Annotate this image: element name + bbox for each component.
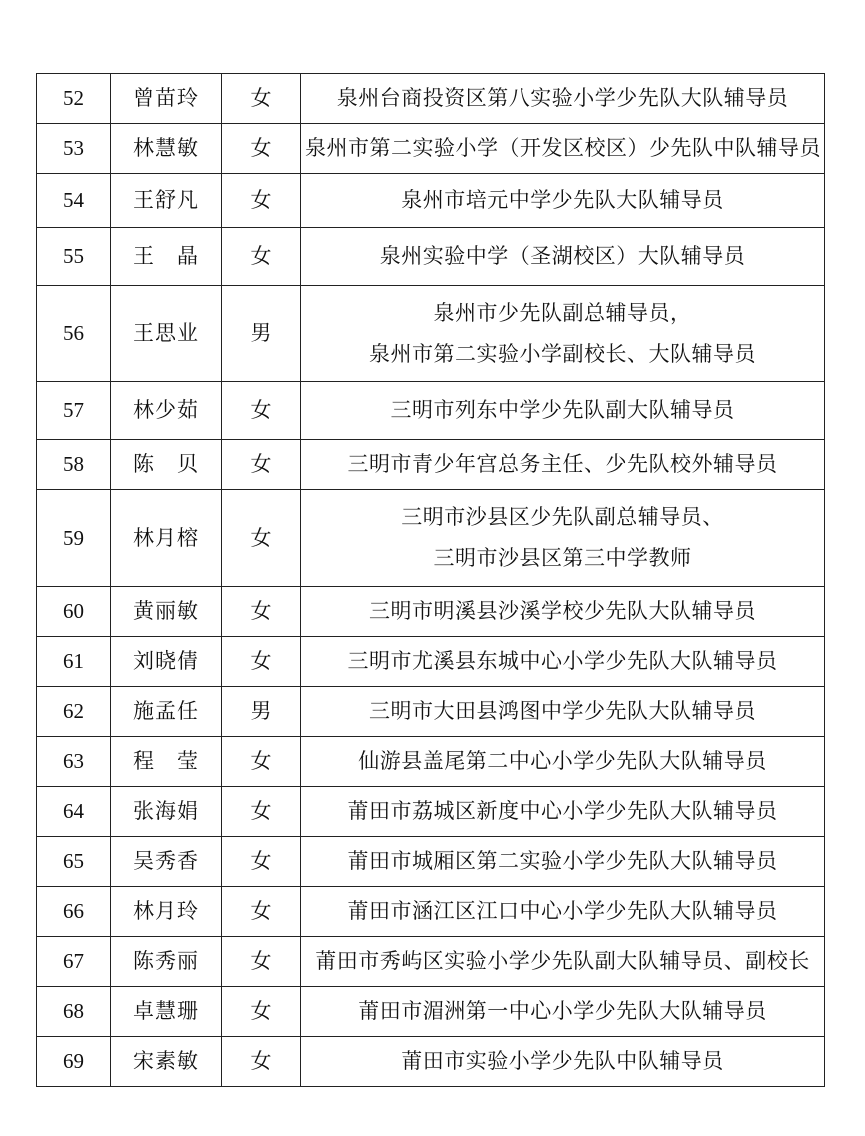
person-position (301, 228, 825, 286)
person-name: 林月榕 (111, 490, 222, 587)
position-line: 三明市尤溪县东城中心小学少先队大队辅导员 (347, 649, 778, 674)
person-name: 林慧敏 (111, 124, 222, 174)
person-gender: 女 (222, 787, 301, 837)
table-row (37, 286, 825, 382)
position-line: 三明市列东中学少先队副大队辅导员 (390, 398, 735, 423)
position-line: 莆田市实验小学少先队中队辅导员 (401, 1049, 724, 1074)
person-position (301, 440, 825, 490)
row-number: 63 (37, 737, 111, 787)
row-number: 62 (37, 687, 111, 737)
row-number: 57 (37, 382, 111, 440)
position-line: 莆田市城厢区第二实验小学少先队大队辅导员 (347, 849, 778, 874)
person-gender: 女 (222, 937, 301, 987)
table-row (37, 74, 825, 124)
position-line: 莆田市涵江区江口中心小学少先队大队辅导员 (347, 899, 778, 924)
person-position (301, 737, 825, 787)
table-row (37, 937, 825, 987)
table-row (37, 687, 825, 737)
person-position (301, 382, 825, 440)
row-number: 68 (37, 987, 111, 1037)
position-line: 三明市明溪县沙溪学校少先队大队辅导员 (369, 599, 756, 624)
person-name: 林少茹 (111, 382, 222, 440)
person-position (301, 837, 825, 887)
person-position (301, 637, 825, 687)
position-line: 三明市沙县区少先队副总辅导员、 (401, 505, 724, 530)
person-name: 程 莹 (111, 737, 222, 787)
person-name: 施孟任 (111, 687, 222, 737)
person-position (301, 987, 825, 1037)
person-position (301, 687, 825, 737)
table-row (37, 124, 825, 174)
person-name: 陈秀丽 (111, 937, 222, 987)
person-gender: 女 (222, 174, 301, 228)
position-line: 莆田市秀屿区实验小学少先队副大队辅导员、副校长 (315, 949, 810, 974)
position-line: 泉州市第二实验小学副校长、大队辅导员 (369, 341, 756, 366)
person-gender: 女 (222, 74, 301, 124)
table-row (37, 174, 825, 228)
person-gender: 男 (222, 687, 301, 737)
person-name: 陈 贝 (111, 440, 222, 490)
person-gender: 女 (222, 440, 301, 490)
person-gender: 男 (222, 286, 301, 382)
row-number: 69 (37, 1037, 111, 1087)
row-number: 67 (37, 937, 111, 987)
row-number: 54 (37, 174, 111, 228)
row-number: 59 (37, 490, 111, 587)
person-gender: 女 (222, 737, 301, 787)
position-line: 莆田市荔城区新度中心小学少先队大队辅导员 (347, 799, 778, 824)
row-number: 66 (37, 887, 111, 937)
person-name: 曾苗玲 (111, 74, 222, 124)
person-name: 林月玲 (111, 887, 222, 937)
person-position (301, 887, 825, 937)
person-gender: 女 (222, 382, 301, 440)
table-row (37, 887, 825, 937)
table-row (37, 1037, 825, 1087)
row-number: 61 (37, 637, 111, 687)
row-number: 53 (37, 124, 111, 174)
position-line: 泉州市第二实验小学（开发区校区）少先队中队辅导员 (305, 136, 821, 161)
person-position (301, 937, 825, 987)
person-gender: 女 (222, 1037, 301, 1087)
person-gender: 女 (222, 124, 301, 174)
table-row (37, 440, 825, 490)
person-gender: 女 (222, 887, 301, 937)
person-name: 刘晓倩 (111, 637, 222, 687)
person-position (301, 587, 825, 637)
table-row (37, 228, 825, 286)
position-line: 仙游县盖尾第二中心小学少先队大队辅导员 (358, 749, 767, 774)
roster-table (36, 73, 825, 1087)
row-number: 56 (37, 286, 111, 382)
position-line: 泉州台商投资区第八实验小学少先队大队辅导员 (336, 86, 789, 111)
person-position (301, 124, 825, 174)
person-gender: 女 (222, 987, 301, 1037)
person-position (301, 74, 825, 124)
table-row (37, 837, 825, 887)
person-name: 吴秀香 (111, 837, 222, 887)
person-name: 黄丽敏 (111, 587, 222, 637)
row-number: 58 (37, 440, 111, 490)
position-line: 泉州市少先队副总辅导员， (433, 300, 692, 325)
row-number: 64 (37, 787, 111, 837)
table-row (37, 787, 825, 837)
position-line: 泉州市培元中学少先队大队辅导员 (401, 188, 724, 213)
row-number: 55 (37, 228, 111, 286)
position-line: 三明市大田县鸿图中学少先队大队辅导员 (369, 699, 756, 724)
person-position (301, 490, 825, 587)
table-row (37, 737, 825, 787)
position-line: 三明市青少年宫总务主任、少先队校外辅导员 (347, 452, 778, 477)
person-position (301, 286, 825, 382)
person-gender: 女 (222, 637, 301, 687)
person-position (301, 787, 825, 837)
table-row (37, 382, 825, 440)
row-number: 52 (37, 74, 111, 124)
person-position (301, 174, 825, 228)
person-name: 王思业 (111, 286, 222, 382)
row-number: 65 (37, 837, 111, 887)
position-line: 三明市沙县区第三中学教师 (433, 546, 692, 570)
table-row (37, 490, 825, 587)
table-row (37, 987, 825, 1037)
row-number: 60 (37, 587, 111, 637)
position-line: 莆田市湄洲第一中心小学少先队大队辅导员 (358, 999, 767, 1024)
person-name: 卓慧珊 (111, 987, 222, 1037)
person-gender: 女 (222, 490, 301, 587)
position-line: 泉州实验中学（圣湖校区）大队辅导员 (379, 244, 746, 269)
person-position (301, 1037, 825, 1087)
person-name: 王 晶 (111, 228, 222, 286)
table-row (37, 587, 825, 637)
person-gender: 女 (222, 587, 301, 637)
person-name: 张海娟 (111, 787, 222, 837)
person-gender: 女 (222, 837, 301, 887)
person-name: 宋素敏 (111, 1037, 222, 1087)
roster-table-body (37, 74, 825, 1087)
table-row (37, 637, 825, 687)
person-name: 王舒凡 (111, 174, 222, 228)
person-gender: 女 (222, 228, 301, 286)
